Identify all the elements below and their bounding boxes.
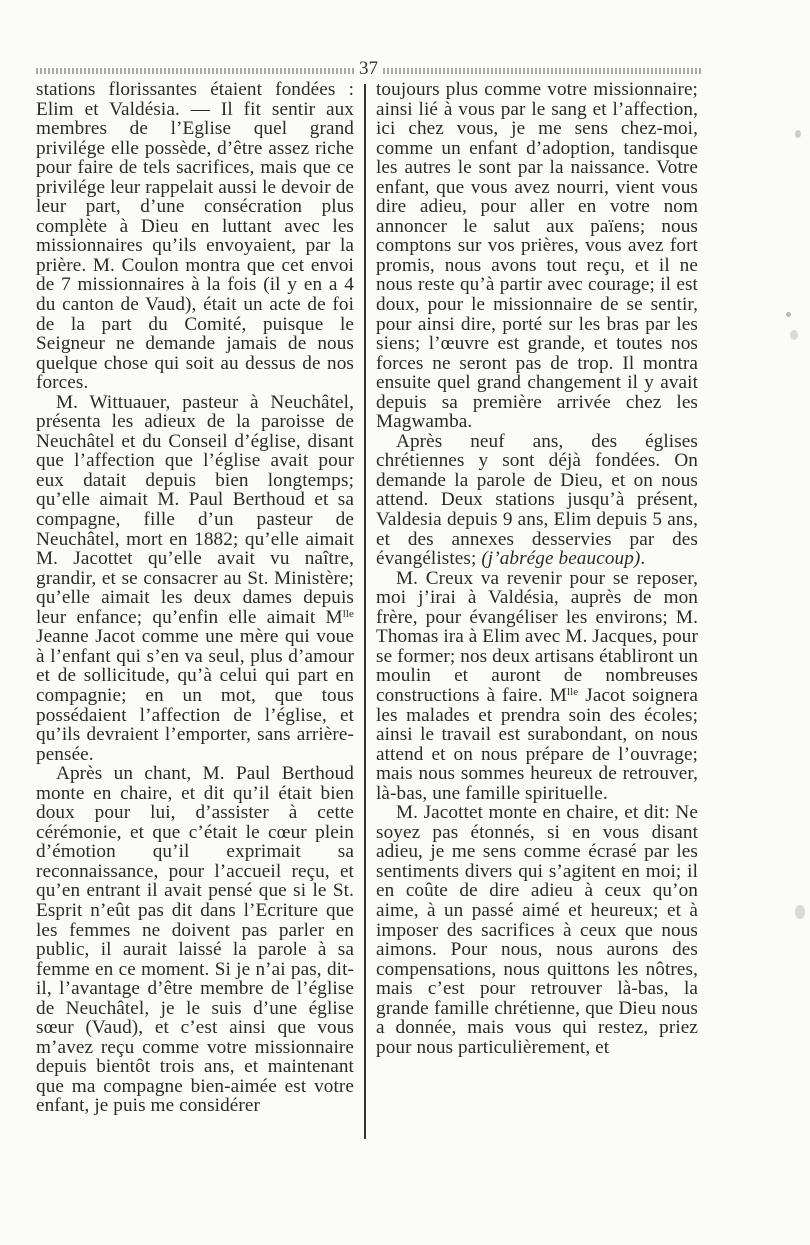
right-column bbox=[376, 80, 698, 1057]
paragraph bbox=[376, 569, 698, 804]
paragraph-text: M. Creux va revenir pour se reposer, moi j’irai à Valdésia, auprès de mon frère, pour évangéliser les environs; M. Thomas ira à Elim avec M. Jacques, pour se former; nos deux artisans établiront un moulin et auront de nombreuses constructions à faire. M bbox=[376, 567, 698, 706]
superscript: lle bbox=[566, 685, 579, 698]
italic-aside: (j’abrége beaucoup) bbox=[481, 548, 641, 570]
paragraph-text: M. Wittuauer, pasteur à Neuchâtel, présenta les adieux de la paroisse de Neuchâtel et du Conseil d’église, disant que l’affection que l’église avait pour eux datait depuis bien longtemps; qu’elle aimait M. Paul Berthoud et sa compagne, fille d’un pasteur de Neuchâtel, mort en 1882; qu’elle aimait M. Jacottet qu’elle avait vu naître, grandir, et se consacrer au St. Ministère; qu’elle aimait les deux dames depuis leur enfance; qu’enfin elle aimait M bbox=[36, 391, 354, 628]
scan-speck bbox=[786, 312, 791, 317]
paragraph-text: Jeanne Jacot comme une mère qui voue à l’enfant qui s’en va seul, plus d’amour et de sollicitude, qu’à celui qui part en compagnie; en un mot, que tous possédaient l’affection de l’église, et qu’ils devraient l’emporter, sans arrière-pensée. bbox=[36, 626, 354, 765]
header-rule-right bbox=[383, 68, 701, 74]
page-number: 37 bbox=[359, 58, 378, 79]
scan-speck bbox=[795, 905, 805, 919]
paragraph-text: Jacot soignera les malades et prendra soin des écoles; ainsi le travail est surabondant, on nous attend et on nous prépare de l’ouvrage; mais nous sommes heureux de retrouver, là-bas, une famille spirituelle. bbox=[376, 684, 698, 804]
header-rule-left bbox=[36, 68, 354, 74]
paragraph-text: . bbox=[640, 548, 646, 570]
left-column bbox=[36, 80, 354, 1116]
paragraph: Après un chant, M. Paul Berthoud monte en chaire, et dit qu’il était bien doux pour lui, d’assister à cette cérémonie, et que c’était le cœur plein d’émotion qu’il exprimait sa reconnaissance, pour l’accueil reçu, et qu’en entrant il avait pensé que si le St. Esprit n’eût pas dit dans l’Ecriture que les femmes ne doivent pas parler en public, il aurait laissé la parole à sa femme en ce moment. Si je n’ai pas, dit-il, l’avantage d’être membre de l’église de Neuchâtel, je le suis d’une église sœur (Vaud), et c’est ainsi que vous m’avez reçu comme votre missionnaire depuis bientôt trois ans, et maintenant que ma compagne bien-aimée est votre enfant, je puis me considérer bbox=[36, 763, 354, 1117]
page-header bbox=[36, 58, 701, 80]
paragraph-text: Après neuf ans, des églises chrétiennes y sont déjà fondées. On demande la parole de Dieu, et on nous attend. Deux stations jusqu’à présent, Valdesia depuis 9 ans, Elim depuis 5 ans, et des annexes desservies par des évangélistes; bbox=[376, 430, 698, 570]
superscript: lle bbox=[342, 607, 354, 620]
scan-speck bbox=[795, 130, 801, 138]
paragraph: M. Jacottet monte en chaire, et dit: Ne soyez pas étonnés, si en vous disant adieu, je me sens comme écrasé par les sentiments divers qui s’agitent en moi; il en coûte de dire adieu à ceux qu’on aime, à un passé aimé et heureux; et à imposer des sacrifices à ceux que nous aimons. Pour nous, nous aurons des compensations, nous quittons les nôtres, mais c’est pour retrouver là-bas, la grande famille chrétienne, que Dieu nous a donnée, mais vous qui restez, priez pour nous particulièrement, et bbox=[376, 802, 698, 1058]
paragraph bbox=[376, 432, 698, 569]
paragraph bbox=[36, 393, 354, 764]
column-divider bbox=[364, 84, 366, 1139]
scan-speck bbox=[790, 330, 798, 340]
paragraph: toujours plus comme votre missionnaire; ainsi lié à vous par le sang et l’affection, ici chez vous, je me sens chez-moi, comme un enfant d’adoption, tandisque les autres le sont par la naissance. Votre enfant, que vous avez nourri, vient vous dire adieu, pour aller en votre nom annoncer le salut aux païens; nous comptons sur vos prières, vous avez fort promis, nous avons tout reçu, et il ne nous reste qu’à partir avec courage; il est doux, pour le missionnaire de se sentir, pour ainsi dire, porté sur les bras par les siens; l’œuvre est grande, et toutes nos forces ne seront pas de trop. Il montra ensuite quel grand changement il y avait depuis sa première arrivée chez les Magwamba. bbox=[376, 79, 698, 433]
paragraph: stations florissantes étaient fondées : Elim et Valdésia. — Il fit sentir aux membres de l’Eglise quel grand privilége elle possède, d’être assez riche pour faire de tels sacrifices, mais que ce privilége leur rappelait aussi le devoir de leur part, d’une consécration plus complète à Dieu en luttant avec les missionnaires qu’ils envoyaient, par la prière. M. Coulon montra que cet envoi de 7 missionnaires à la fois (il y en a 4 du canton de Vaud), était un acte de foi de la part du Comité, puisque le Seigneur ne demande jamais de nous quelque chose qui soit au dessus de nos forces. bbox=[36, 79, 354, 394]
